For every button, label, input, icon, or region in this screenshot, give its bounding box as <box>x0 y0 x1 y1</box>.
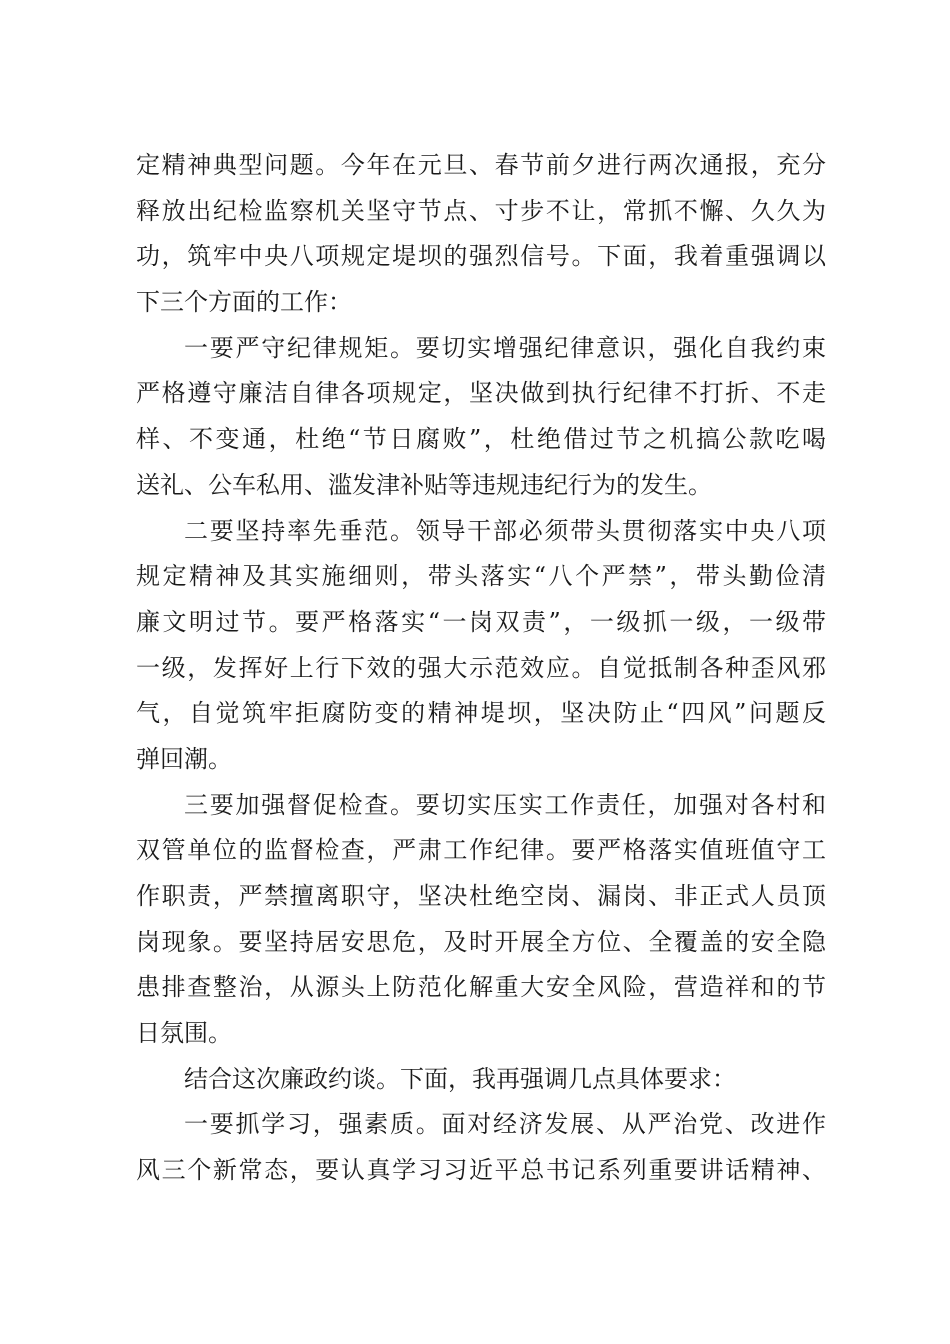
text-line: 功，筑牢中央八项规定堤坝的强烈信号。下面，我着重强调以 <box>136 242 826 271</box>
text-line: 患排查整治，从源头上防范化解重大安全风险，营造祥和的节 <box>136 973 826 1002</box>
text-line: 严格遵守廉洁自律各项规定，坚决做到执行纪律不打折、不走 <box>136 379 826 408</box>
paragraph-first-line: 三要加强督促检查。要切实压实工作责任，加强对各村和 <box>184 790 826 819</box>
text-line: 廉文明过节。要严格落实“一岗双责”，一级抓一级，一级带 <box>136 607 826 636</box>
paragraph-first-line: 结合这次廉政约谈。下面，我再强调几点具体要求： <box>184 1064 736 1093</box>
text-line: 岗现象。要坚持居安思危，及时开展全方位、全覆盖的安全隐 <box>136 927 826 956</box>
text-line: 样、不变通，杜绝“节日腐败”，杜绝借过节之机搞公款吃喝 <box>136 425 826 454</box>
text-line: 双管单位的监督检查，严肃工作纪律。要严格落实值班值守工 <box>136 836 826 865</box>
text-line: 定精神典型问题。今年在元旦、春节前夕进行两次通报，充分 <box>136 151 826 179</box>
text-line: 送礼、公车私用、滥发津补贴等违规违纪行为的发生。 <box>136 470 712 499</box>
document-body <box>136 143 826 1194</box>
text-line: 一级，发挥好上行下效的强大示范效应。自觉抵制各种歪风邪 <box>136 653 826 682</box>
text-line: 日氛围。 <box>136 1019 232 1048</box>
text-line: 风三个新常态，要认真学习习近平总书记系列重要讲话精神、 <box>136 1156 826 1185</box>
text-line: 气，自觉筑牢拒腐防变的精神堤坝，坚决防止“四风”问题反 <box>136 699 826 728</box>
text-line: 弹回潮。 <box>136 744 232 773</box>
text-line: 释放出纪检监察机关坚守节点、寸步不让，常抓不懈、久久为 <box>136 196 826 225</box>
paragraph-first-line: 一要严守纪律规矩。要切实增强纪律意识，强化自我约束 <box>184 333 826 362</box>
paragraph-first-line: 二要坚持率先垂范。领导干部必须带头贯彻落实中央八项 <box>184 516 826 545</box>
text-line: 作职责，严禁擅离职守，坚决杜绝空岗、漏岗、非正式人员顶 <box>136 882 826 910</box>
text-line: 下三个方面的工作： <box>136 288 352 317</box>
paragraph-first-line: 一要抓学习，强素质。面对经济发展、从严治党、改进作 <box>184 1110 826 1139</box>
text-line: 规定精神及其实施细则，带头落实“八个严禁”，带头勤俭清 <box>136 562 826 591</box>
